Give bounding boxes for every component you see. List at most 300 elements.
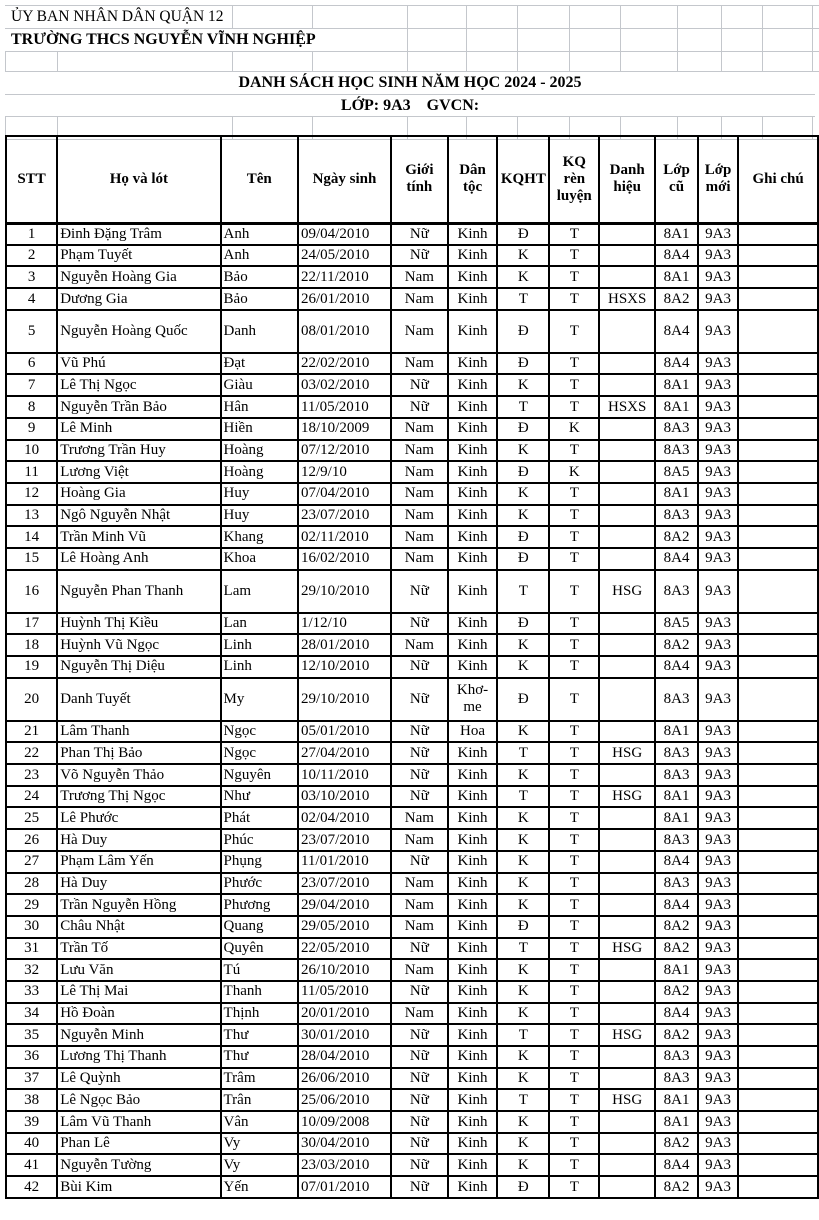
cell-ghi-chu: [738, 310, 818, 353]
cell-ghi-chu: [738, 916, 818, 938]
cell-kq-ren-luyen: T: [549, 721, 599, 743]
cell-lop-cu: 8A2: [655, 288, 698, 310]
cell-danh-hieu: [599, 440, 655, 462]
cell-ghi-chu: [738, 245, 818, 267]
cell-danh-hieu: HSG: [599, 570, 655, 613]
cell-ngay-sinh: 10/09/2008: [298, 1111, 391, 1133]
cell-ngay-sinh: 22/05/2010: [298, 938, 391, 960]
cell-dan-toc: Kinh: [448, 938, 498, 960]
cell-ten: Trân: [221, 1089, 298, 1111]
cell-ho-va-lot: Lưu Văn: [57, 959, 220, 981]
cell-ghi-chu: [738, 678, 818, 721]
grid-cell: [678, 29, 722, 51]
cell-stt: 8: [6, 396, 57, 418]
cell-ghi-chu: [738, 1003, 818, 1025]
table-row: [6, 634, 818, 656]
cell-ho-va-lot: Hà Duy: [57, 829, 220, 851]
cell-lop-moi: 9A3: [698, 461, 738, 483]
cell-ten: Tú: [221, 959, 298, 981]
cell-ghi-chu: [738, 288, 818, 310]
cell-kqht: K: [497, 266, 549, 288]
cell-danh-hieu: [599, 829, 655, 851]
cell-dan-toc: Hoa: [448, 721, 498, 743]
cell-kqht: K: [497, 1111, 549, 1133]
cell-lop-cu: 8A2: [655, 526, 698, 548]
cell-danh-hieu: HSXS: [599, 288, 655, 310]
cell-stt: 16: [6, 570, 57, 613]
cell-lop-moi: 9A3: [698, 981, 738, 1003]
cell-ghi-chu: [738, 505, 818, 527]
cell-stt: 31: [6, 938, 57, 960]
table-row: [6, 807, 818, 829]
cell-kqht: K: [497, 807, 549, 829]
column-header-kq-ren-luyen: KQ rèn luyện: [549, 136, 599, 223]
cell-gioi-tinh: Nam: [391, 266, 448, 288]
grid-cell: [58, 52, 233, 71]
cell-kqht: K: [497, 764, 549, 786]
cell-lop-cu: 8A1: [655, 786, 698, 808]
cell-kq-ren-luyen: T: [549, 440, 599, 462]
cell-danh-hieu: HSG: [599, 1089, 655, 1111]
cell-lop-moi: 9A3: [698, 634, 738, 656]
table-row: [6, 938, 818, 960]
cell-lop-cu: 8A3: [655, 873, 698, 895]
cell-ten: Vy: [221, 1154, 298, 1176]
table-row: [6, 483, 818, 505]
cell-stt: 12: [6, 483, 57, 505]
cell-ngay-sinh: 23/07/2010: [298, 873, 391, 895]
cell-ten: Phát: [221, 807, 298, 829]
cell-stt: 38: [6, 1089, 57, 1111]
cell-ghi-chu: [738, 1089, 818, 1111]
cell-ghi-chu: [738, 548, 818, 570]
cell-lop-cu: 8A1: [655, 959, 698, 981]
cell-stt: 33: [6, 981, 57, 1003]
table-row: [6, 374, 818, 396]
cell-ho-va-lot: Hà Duy: [57, 873, 220, 895]
grid-cell: [621, 6, 678, 28]
cell-kq-ren-luyen: T: [549, 1024, 599, 1046]
cell-ho-va-lot: Trương Thị Ngọc: [57, 786, 220, 808]
cell-dan-toc: Kinh: [448, 1068, 498, 1090]
cell-gioi-tinh: Nam: [391, 418, 448, 440]
table-row: [6, 1024, 818, 1046]
cell-stt: 10: [6, 440, 57, 462]
cell-ho-va-lot: Lê Minh: [57, 418, 220, 440]
cell-dan-toc: Kinh: [448, 1154, 498, 1176]
cell-dan-toc: Kinh: [448, 959, 498, 981]
grid-cell: [233, 6, 313, 28]
cell-ngay-sinh: 12/9/10: [298, 461, 391, 483]
cell-ten: Như: [221, 786, 298, 808]
cell-kq-ren-luyen: T: [549, 829, 599, 851]
cell-gioi-tinh: Nữ: [391, 742, 448, 764]
cell-danh-hieu: [599, 916, 655, 938]
table-row: [6, 288, 818, 310]
cell-ngay-sinh: 18/10/2009: [298, 418, 391, 440]
table-row: [6, 396, 818, 418]
cell-danh-hieu: [599, 374, 655, 396]
column-header-row: [6, 136, 818, 223]
cell-ten: Anh: [221, 223, 298, 245]
cell-ghi-chu: [738, 374, 818, 396]
cell-kqht: K: [497, 505, 549, 527]
cell-lop-moi: 9A3: [698, 678, 738, 721]
cell-gioi-tinh: Nam: [391, 526, 448, 548]
cell-kqht: T: [497, 396, 549, 418]
document-title: [5, 72, 815, 95]
cell-danh-hieu: [599, 678, 655, 721]
cell-lop-moi: 9A3: [698, 807, 738, 829]
cell-kq-ren-luyen: T: [549, 374, 599, 396]
grid-cell: [518, 52, 570, 71]
cell-danh-hieu: HSG: [599, 786, 655, 808]
cell-gioi-tinh: Nam: [391, 807, 448, 829]
cell-lop-cu: 8A5: [655, 461, 698, 483]
cell-stt: 40: [6, 1133, 57, 1155]
cell-danh-hieu: [599, 223, 655, 245]
cell-ten: Phúc: [221, 829, 298, 851]
cell-stt: 13: [6, 505, 57, 527]
cell-ghi-chu: [738, 1024, 818, 1046]
cell-ngay-sinh: 11/01/2010: [298, 851, 391, 873]
cell-lop-cu: 8A4: [655, 310, 698, 353]
cell-lop-cu: 8A2: [655, 1133, 698, 1155]
grid-cell: [518, 29, 570, 51]
cell-lop-cu: 8A3: [655, 678, 698, 721]
cell-lop-cu: 8A3: [655, 1068, 698, 1090]
cell-stt: 3: [6, 266, 57, 288]
cell-dan-toc: Kinh: [448, 245, 498, 267]
cell-kq-ren-luyen: T: [549, 266, 599, 288]
cell-ghi-chu: [738, 656, 818, 678]
cell-kq-ren-luyen: T: [549, 873, 599, 895]
cell-ho-va-lot: Phan Thị Bảo: [57, 742, 220, 764]
cell-lop-cu: 8A1: [655, 374, 698, 396]
cell-ho-va-lot: Phạm Tuyết: [57, 245, 220, 267]
column-header-ten: Tên: [221, 136, 298, 223]
cell-ten: Trâm: [221, 1068, 298, 1090]
table-row: [6, 678, 818, 721]
cell-ten: Bảo: [221, 288, 298, 310]
cell-ngay-sinh: 08/01/2010: [298, 310, 391, 353]
grid-cell: [518, 6, 570, 28]
cell-ho-va-lot: Bùi Kim: [57, 1176, 220, 1198]
cell-ten: Anh: [221, 245, 298, 267]
cell-gioi-tinh: Nam: [391, 288, 448, 310]
cell-dan-toc: Kinh: [448, 807, 498, 829]
cell-ghi-chu: [738, 613, 818, 635]
cell-ho-va-lot: Nguyễn Hoàng Quốc: [57, 310, 220, 353]
cell-gioi-tinh: Nữ: [391, 1133, 448, 1155]
cell-gioi-tinh: Nữ: [391, 1111, 448, 1133]
cell-gioi-tinh: Nữ: [391, 938, 448, 960]
grid-cell: [408, 6, 467, 28]
cell-kqht: Đ: [497, 353, 549, 375]
cell-lop-moi: 9A3: [698, 1089, 738, 1111]
cell-ho-va-lot: Lê Quỳnh: [57, 1068, 220, 1090]
cell-kqht: K: [497, 1068, 549, 1090]
cell-ten: Huy: [221, 483, 298, 505]
cell-lop-moi: 9A3: [698, 396, 738, 418]
grid-cell: [313, 29, 408, 51]
cell-kq-ren-luyen: T: [549, 786, 599, 808]
cell-lop-cu: 8A1: [655, 807, 698, 829]
cell-kqht: K: [497, 656, 549, 678]
cell-ngay-sinh: 02/04/2010: [298, 807, 391, 829]
cell-ghi-chu: [738, 396, 818, 418]
cell-lop-cu: 8A2: [655, 981, 698, 1003]
cell-gioi-tinh: Nam: [391, 634, 448, 656]
cell-ghi-chu: [738, 1133, 818, 1155]
grid-cell: [233, 52, 313, 71]
column-header-ho-va-lot: Họ và lót: [57, 136, 220, 223]
cell-stt: 2: [6, 245, 57, 267]
cell-kq-ren-luyen: T: [549, 894, 599, 916]
grid-cell: [678, 6, 722, 28]
cell-danh-hieu: [599, 764, 655, 786]
cell-lop-cu: 8A4: [655, 1154, 698, 1176]
cell-danh-hieu: [599, 505, 655, 527]
cell-danh-hieu: HSG: [599, 1024, 655, 1046]
cell-danh-hieu: HSG: [599, 938, 655, 960]
cell-ten: Hiền: [221, 418, 298, 440]
cell-lop-moi: 9A3: [698, 764, 738, 786]
grid-cell: [813, 6, 819, 28]
cell-ho-va-lot: Dương Gia: [57, 288, 220, 310]
cell-lop-cu: 8A1: [655, 1111, 698, 1133]
cell-lop-moi: 9A3: [698, 873, 738, 895]
cell-kq-ren-luyen: T: [549, 505, 599, 527]
cell-dan-toc: Kinh: [448, 223, 498, 245]
cell-kq-ren-luyen: T: [549, 1111, 599, 1133]
cell-kqht: K: [497, 245, 549, 267]
cell-kq-ren-luyen: K: [549, 461, 599, 483]
cell-ghi-chu: [738, 461, 818, 483]
class-gvcn-gap: [411, 97, 427, 115]
cell-kqht: K: [497, 483, 549, 505]
cell-lop-moi: 9A3: [698, 1003, 738, 1025]
table-row: [6, 245, 818, 267]
cell-ten: Lam: [221, 570, 298, 613]
cell-lop-moi: 9A3: [698, 1176, 738, 1198]
cell-kq-ren-luyen: T: [549, 548, 599, 570]
cell-ten: Quyên: [221, 938, 298, 960]
cell-ho-va-lot: Lê Ngọc Bảo: [57, 1089, 220, 1111]
cell-ghi-chu: [738, 526, 818, 548]
grid-cell: [722, 29, 763, 51]
cell-ngay-sinh: 26/10/2010: [298, 959, 391, 981]
cell-ngay-sinh: 1/12/10: [298, 613, 391, 635]
cell-dan-toc: Kinh: [448, 1133, 498, 1155]
cell-lop-cu: 8A2: [655, 1024, 698, 1046]
cell-stt: 26: [6, 829, 57, 851]
cell-ngay-sinh: 09/04/2010: [298, 223, 391, 245]
cell-stt: 28: [6, 873, 57, 895]
cell-ho-va-lot: Hồ Đoàn: [57, 1003, 220, 1025]
grid-cell: [763, 29, 813, 51]
cell-gioi-tinh: Nữ: [391, 396, 448, 418]
cell-ho-va-lot: Huỳnh Thị Kiều: [57, 613, 220, 635]
cell-kq-ren-luyen: T: [549, 764, 599, 786]
cell-gioi-tinh: Nam: [391, 873, 448, 895]
cell-ngay-sinh: 29/05/2010: [298, 916, 391, 938]
cell-danh-hieu: [599, 1176, 655, 1198]
cell-lop-moi: 9A3: [698, 418, 738, 440]
table-row: [6, 742, 818, 764]
cell-ten: Khang: [221, 526, 298, 548]
cell-kqht: K: [497, 1046, 549, 1068]
cell-ghi-chu: [738, 786, 818, 808]
cell-kq-ren-luyen: T: [549, 938, 599, 960]
table-row: [6, 1133, 818, 1155]
cell-ten: Thanh: [221, 981, 298, 1003]
gvcn-label: GVCN:: [426, 96, 480, 114]
grid-cell: [722, 6, 763, 28]
cell-kq-ren-luyen: T: [549, 1133, 599, 1155]
column-header-ghi-chu: Ghi chú: [738, 136, 818, 223]
cell-gioi-tinh: Nữ: [391, 786, 448, 808]
cell-stt: 20: [6, 678, 57, 721]
cell-ho-va-lot: Danh Tuyết: [57, 678, 220, 721]
cell-ho-va-lot: Đinh Đặng Trâm: [57, 223, 220, 245]
cell-kqht: K: [497, 829, 549, 851]
cell-stt: 21: [6, 721, 57, 743]
cell-gioi-tinh: Nữ: [391, 721, 448, 743]
cell-dan-toc: Kinh: [448, 873, 498, 895]
header-row-2: [5, 29, 819, 52]
cell-kq-ren-luyen: T: [549, 959, 599, 981]
cell-dan-toc: Kinh: [448, 1089, 498, 1111]
cell-dan-toc: Kinh: [448, 613, 498, 635]
cell-ho-va-lot: Nguyễn Minh: [57, 1024, 220, 1046]
cell-ho-va-lot: Lê Thị Ngọc: [57, 374, 220, 396]
cell-ngay-sinh: 26/06/2010: [298, 1068, 391, 1090]
cell-ho-va-lot: Võ Nguyễn Thảo: [57, 764, 220, 786]
cell-dan-toc: Kinh: [448, 764, 498, 786]
cell-ngay-sinh: 29/10/2010: [298, 678, 391, 721]
grid-cell: [678, 52, 722, 71]
cell-lop-moi: 9A3: [698, 1046, 738, 1068]
cell-stt: 18: [6, 634, 57, 656]
student-table: [5, 135, 819, 1199]
grid-cell: [570, 52, 621, 71]
table-row: [6, 461, 818, 483]
cell-kqht: Đ: [497, 548, 549, 570]
cell-dan-toc: Kinh: [448, 981, 498, 1003]
cell-dan-toc: Kinh: [448, 634, 498, 656]
cell-kq-ren-luyen: T: [549, 483, 599, 505]
cell-stt: 29: [6, 894, 57, 916]
cell-dan-toc: Kinh: [448, 526, 498, 548]
cell-ho-va-lot: Nguyễn Phan Thanh: [57, 570, 220, 613]
cell-dan-toc: Kinh: [448, 742, 498, 764]
cell-ghi-chu: [738, 634, 818, 656]
cell-gioi-tinh: Nữ: [391, 613, 448, 635]
cell-kqht: Đ: [497, 613, 549, 635]
grid-cell: [408, 29, 467, 51]
cell-stt: 27: [6, 851, 57, 873]
cell-kq-ren-luyen: T: [549, 353, 599, 375]
cell-kqht: Đ: [497, 526, 549, 548]
cell-lop-moi: 9A3: [698, 570, 738, 613]
cell-lop-moi: 9A3: [698, 829, 738, 851]
cell-ghi-chu: [738, 570, 818, 613]
cell-ghi-chu: [738, 851, 818, 873]
cell-lop-moi: 9A3: [698, 656, 738, 678]
table-row: [6, 310, 818, 353]
cell-ten: Linh: [221, 656, 298, 678]
cell-ho-va-lot: Hoàng Gia: [57, 483, 220, 505]
cell-dan-toc: Kinh: [448, 505, 498, 527]
table-row: [6, 440, 818, 462]
cell-gioi-tinh: Nữ: [391, 1089, 448, 1111]
table-row: [6, 505, 818, 527]
cell-dan-toc: Kinh: [448, 374, 498, 396]
cell-ten: Quang: [221, 916, 298, 938]
cell-ngay-sinh: 23/03/2010: [298, 1154, 391, 1176]
cell-danh-hieu: [599, 656, 655, 678]
cell-dan-toc: Kinh: [448, 483, 498, 505]
cell-kqht: T: [497, 1024, 549, 1046]
cell-lop-cu: 8A1: [655, 721, 698, 743]
cell-ten: Thịnh: [221, 1003, 298, 1025]
cell-danh-hieu: [599, 1111, 655, 1133]
cell-ghi-chu: [738, 873, 818, 895]
cell-gioi-tinh: Nam: [391, 1003, 448, 1025]
cell-lop-moi: 9A3: [698, 959, 738, 981]
cell-gioi-tinh: Nữ: [391, 678, 448, 721]
cell-ngay-sinh: 22/02/2010: [298, 353, 391, 375]
table-row: [6, 1003, 818, 1025]
cell-gioi-tinh: Nam: [391, 548, 448, 570]
table-row: [6, 829, 818, 851]
cell-kqht: Đ: [497, 223, 549, 245]
cell-ngay-sinh: 03/10/2010: [298, 786, 391, 808]
cell-ho-va-lot: Nguyễn Trần Bảo: [57, 396, 220, 418]
cell-gioi-tinh: Nữ: [391, 851, 448, 873]
cell-lop-moi: 9A3: [698, 1024, 738, 1046]
cell-ten: Vân: [221, 1111, 298, 1133]
cell-stt: 23: [6, 764, 57, 786]
cell-danh-hieu: [599, 245, 655, 267]
cell-ho-va-lot: Vũ Phú: [57, 353, 220, 375]
table-row: [6, 894, 818, 916]
cell-danh-hieu: [599, 1003, 655, 1025]
cell-gioi-tinh: Nữ: [391, 1068, 448, 1090]
cell-kqht: K: [497, 1003, 549, 1025]
grid-cell: [313, 6, 408, 28]
cell-dan-toc: Khơ-me: [448, 678, 498, 721]
cell-ten: Hoàng: [221, 461, 298, 483]
cell-lop-cu: 8A4: [655, 851, 698, 873]
cell-stt: 42: [6, 1176, 57, 1198]
cell-stt: 1: [6, 223, 57, 245]
cell-kqht: K: [497, 1154, 549, 1176]
cell-stt: 4: [6, 288, 57, 310]
cell-dan-toc: Kinh: [448, 829, 498, 851]
cell-dan-toc: Kinh: [448, 548, 498, 570]
cell-ten: Hân: [221, 396, 298, 418]
cell-kq-ren-luyen: T: [549, 656, 599, 678]
cell-ghi-chu: [738, 1176, 818, 1198]
cell-kqht: T: [497, 938, 549, 960]
cell-stt: 34: [6, 1003, 57, 1025]
cell-danh-hieu: [599, 873, 655, 895]
cell-danh-hieu: HSXS: [599, 396, 655, 418]
cell-gioi-tinh: Nam: [391, 353, 448, 375]
cell-ho-va-lot: Châu Nhật: [57, 916, 220, 938]
